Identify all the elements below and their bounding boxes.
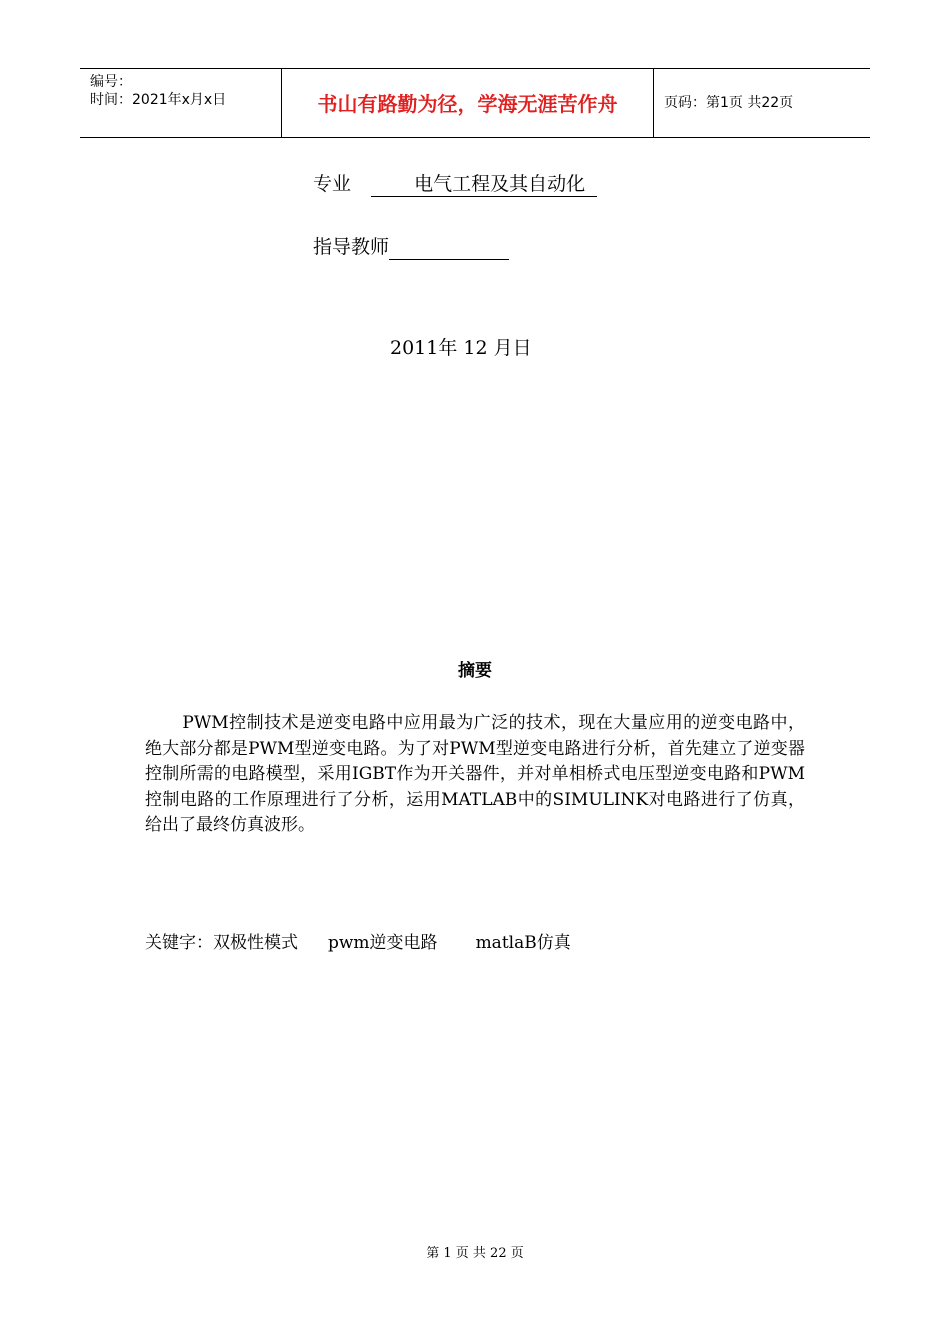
abstract-body: PWM控制技术是逆变电路中应用最为广泛的技术，现在大量应用的逆变电路中，绝大部分都是PWM型逆变电路。为了对PWM型逆变电路进行分析，首先建立了逆变器控制所需的电路模型，采用IGBT作为开关器件，并对单相桥式电压型逆变电路和PWM控制电路的工作原理进行了分析，运用MATLAB中的SIMULINK对电路进行了仿真，给出了最终仿真波形。	[145, 713, 805, 835]
keyword-item: 双极性模式	[213, 933, 298, 953]
major-value: 电气工程及其自动化	[371, 172, 597, 197]
keywords-label: 关键字：	[145, 933, 213, 953]
header-info-cell	[80, 69, 281, 137]
abstract-title: 摘要	[458, 661, 492, 681]
advisor-row	[313, 235, 509, 260]
header-motto: 书山有路勤为径，学海无涯苦作舟	[317, 92, 618, 116]
advisor-blank	[389, 235, 509, 260]
page-footer: 第 1 页 共 22 页	[426, 1246, 524, 1261]
keywords-line	[145, 932, 571, 954]
major-row	[313, 172, 597, 197]
page-header	[80, 68, 870, 138]
header-page-number: 页码：第1页 共22页	[664, 95, 794, 111]
advisor-label: 指导教师	[313, 236, 390, 258]
document-number-label: 编号：	[90, 74, 132, 90]
header-page-cell	[654, 69, 870, 137]
major-label: 专业	[313, 173, 352, 195]
keyword-item: pwm逆变电路	[328, 933, 438, 953]
keyword-item: matlaB仿真	[475, 933, 571, 953]
header-motto-cell	[281, 69, 654, 137]
document-time-label: 时间：2021年x月x日	[90, 92, 227, 108]
cover-date: 2011年 12 月日	[390, 337, 532, 359]
